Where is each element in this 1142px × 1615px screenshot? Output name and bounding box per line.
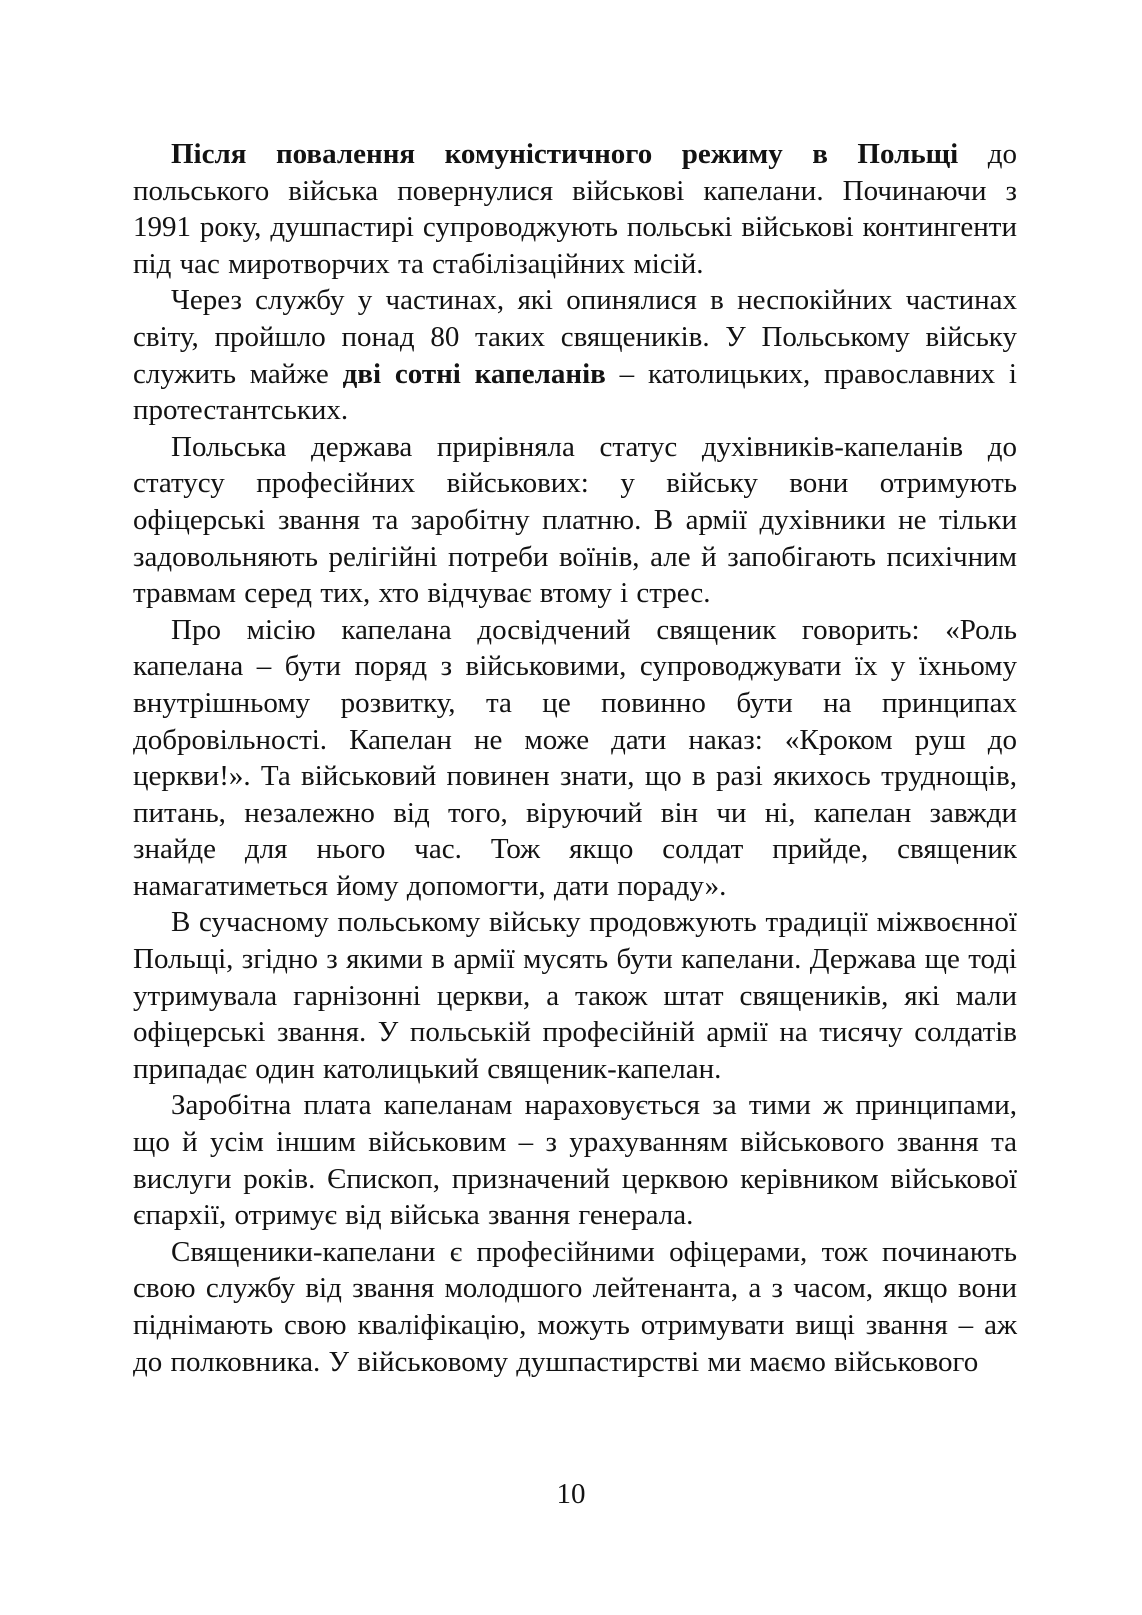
paragraph-4 bbox=[133, 612, 1017, 905]
paragraph-5 bbox=[133, 904, 1017, 1087]
paragraph-2-text-end: – католицьких, православних і протестантських. bbox=[133, 357, 1017, 427]
paragraph-6 bbox=[133, 1087, 1017, 1233]
paragraph-1 bbox=[133, 136, 1017, 282]
paragraph-1-bold-lead: Після повалення комуністичного режиму в Польщі bbox=[171, 138, 959, 170]
paragraph-4-text: Про місію капелана досвідчений священик говорить: «Роль капелана – бути поряд з військовими, супроводжувати їх у їхньому внутрішньому розвитку, та це повинно бути на принципах добровільності. Капелан не може дати наказ: «Кроком руш до церкви!». Та військовий повинен знати, що в разі якихось труднощів, питань, незалежно від того, віруючий він чи ні, капелан завжди знайде для нього час. Тож якщо солдат прийде, священик намагатиметься йому допомогти, дати пораду». bbox=[133, 613, 1017, 902]
paragraph-3-text: Польська держава прирівняла статус духівників-капеланів до статусу професійних військових: у війську вони отримують офіцерські звання та заробітну платню. В армії духівники не тільки задовольняють релігійні потреби воїнів, але й запобігають психічним травмам серед тих, хто відчуває втому і стрес. bbox=[133, 430, 1017, 610]
paragraph-3 bbox=[133, 429, 1017, 612]
paragraph-2 bbox=[133, 282, 1017, 428]
paragraph-7-text: Священики-капелани є професійними офіцерами, тож починають свою службу від звання молодшого лейтенанта, а з часом, якщо вони піднімають свою кваліфікацію, можуть отримувати вищі звання – аж до полковника. У військовому душпастирстві ми маємо військового bbox=[133, 1235, 1017, 1378]
paragraph-7 bbox=[133, 1234, 1017, 1380]
paragraph-6-text: Заробітна плата капеланам нараховується за тими ж принципами, що й усім іншим військовим – з урахуванням військового звання та вислуги років. Єпископ, призначений церквою керівником військової єпархії, отримує від війська звання генерала. bbox=[133, 1089, 1017, 1232]
text-block bbox=[133, 136, 1017, 1380]
paragraph-1-text: до польського війська повернулися військові капелани. Починаючи з 1991 року, душпастирі супроводжують польські військові контингенти під час миротворчих та стабілізаційних місій. bbox=[133, 138, 1017, 280]
paragraph-2-bold-phrase: дві сотні капеланів bbox=[342, 357, 606, 390]
page-number: 10 bbox=[556, 1478, 586, 1510]
paragraph-5-text: В сучасному польському війську продовжують традиції міжвоєнної Польщі, згідно з якими в армії мусять бути капелани. Держава ще тоді утримувала гарнізонні церкви, а також штат священиків, які мали офіцерські звання. У польській професійній армії на тисячу солдатів припадає один католицький священик-капелан. bbox=[133, 906, 1017, 1085]
paragraph-2-text-start: Через службу у частинах, які опинялися в неспокійних частинах світу, пройшло понад 80 таких священиків. У Польському війську служить майже bbox=[133, 284, 1017, 390]
